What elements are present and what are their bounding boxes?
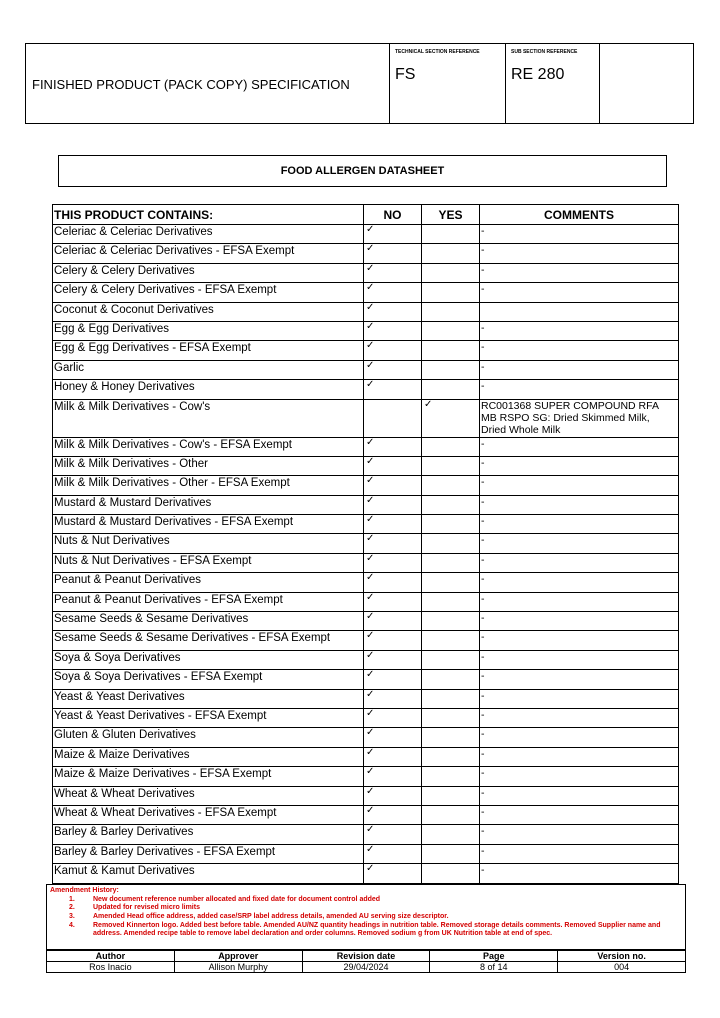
yes-cell (422, 263, 480, 282)
allergen-name: Yeast & Yeast Derivatives - EFSA Exempt (53, 708, 364, 727)
amendment-heading: Amendment History: (50, 887, 119, 894)
table-row (53, 612, 679, 631)
table-row (53, 573, 679, 592)
header-divider (599, 44, 600, 123)
check-icon: ✓ (366, 689, 375, 700)
amendment-number: 1. (69, 896, 75, 903)
allergen-name: Wheat & Wheat Derivatives - EFSA Exempt (53, 805, 364, 824)
allergen-name: Milk & Milk Derivatives - Other (53, 456, 364, 475)
yes-cell (422, 495, 480, 514)
allergen-name: Egg & Egg Derivatives (53, 321, 364, 340)
allergen-name: Gluten & Gluten Derivatives (53, 728, 364, 747)
table-row (53, 864, 679, 883)
table-row (53, 515, 679, 534)
check-icon: ✓ (366, 727, 375, 739)
no-cell (364, 825, 422, 844)
header-divider (505, 44, 506, 123)
check-icon: ✓ (366, 553, 375, 564)
amendment-text: Amended Head office address, added case/SRP label address details, amended AU serving size descriptor. (93, 913, 449, 920)
table-row (53, 476, 679, 495)
table-row (53, 360, 679, 379)
footer-header-author: Author (47, 951, 175, 962)
no-cell (364, 553, 422, 572)
yes-cell (422, 767, 480, 786)
table-row (53, 747, 679, 766)
amendment-number: 3. (69, 913, 75, 920)
check-icon: ✓ (366, 766, 375, 778)
table-row (53, 631, 679, 650)
footer-header-revision-date: Revision date (302, 951, 430, 962)
no-cell (364, 767, 422, 786)
check-icon: ✓ (366, 379, 375, 391)
check-icon: ✓ (366, 630, 375, 642)
comment-cell: - (480, 515, 679, 534)
no-cell (364, 631, 422, 650)
no-cell (364, 650, 422, 669)
footer-header-version: Version no. (558, 951, 686, 962)
yes-cell (422, 360, 480, 379)
no-cell (364, 495, 422, 514)
tech-ref-label: TECHNICAL SECTION REFERENCE (395, 49, 480, 55)
comment-cell: - (480, 747, 679, 766)
yes-cell (422, 844, 480, 863)
footer-author: Ros Inacio (47, 962, 175, 973)
allergen-name: Wheat & Wheat Derivatives (53, 786, 364, 805)
datasheet-title: FOOD ALLERGEN DATASHEET (58, 155, 667, 187)
yes-cell (422, 225, 480, 244)
check-icon: ✓ (424, 399, 433, 410)
yes-cell (422, 805, 480, 824)
amendment-history (46, 884, 686, 950)
no-cell (364, 805, 422, 824)
yes-cell (422, 476, 480, 495)
no-cell (364, 283, 422, 302)
comment-cell: - (480, 263, 679, 282)
yes-cell (422, 592, 480, 611)
comment-cell: - (480, 805, 679, 824)
allergen-name: Celeriac & Celeriac Derivatives - EFSA Exempt (53, 244, 364, 263)
check-icon: ✓ (366, 340, 375, 352)
no-cell (364, 399, 422, 437)
no-cell (364, 534, 422, 553)
yes-cell (422, 534, 480, 553)
table-row (53, 689, 679, 708)
comment-cell: - (480, 631, 679, 650)
comment-cell (480, 302, 679, 321)
check-icon: ✓ (366, 437, 375, 448)
allergen-name: Sesame Seeds & Sesame Derivatives (53, 612, 364, 631)
check-icon: ✓ (366, 844, 375, 855)
table-row (53, 670, 679, 689)
no-cell (364, 844, 422, 863)
table-row (53, 786, 679, 805)
table-row (53, 844, 679, 863)
table-row (53, 495, 679, 514)
check-icon: ✓ (366, 321, 375, 332)
comment-cell: - (480, 456, 679, 475)
amendment-text: New document reference number allocated and fixed date for document control added (93, 896, 381, 903)
no-cell (364, 689, 422, 708)
comment-cell: - (480, 437, 679, 456)
no-cell (364, 302, 422, 321)
no-cell (364, 747, 422, 766)
no-cell (364, 728, 422, 747)
comment-cell: - (480, 360, 679, 379)
table-row (53, 534, 679, 553)
allergen-name: Nuts & Nut Derivatives - EFSA Exempt (53, 553, 364, 572)
allergen-name: Celery & Celery Derivatives - EFSA Exempt (53, 283, 364, 302)
allergen-name: Egg & Egg Derivatives - EFSA Exempt (53, 341, 364, 360)
footer-revision-date: 29/04/2024 (302, 962, 430, 973)
tech-ref-value: FS (395, 66, 416, 83)
table-row (53, 592, 679, 611)
footer-version: 004 (558, 962, 686, 973)
amendment-text: Updated for revised micro limits (93, 904, 200, 911)
check-icon: ✓ (366, 669, 375, 681)
table-row (53, 708, 679, 727)
amendment-text: Removed Kinnerton logo. Added best before table. Amended AU/NZ quantity headings in nutrition table. Removed storage details comments. Removed Supplier name and address. Amended recipe table to remove label declaration and order columns. Removed sodium g from UK Nutrition table at end of spec. (93, 922, 661, 937)
check-icon: ✓ (366, 747, 375, 758)
allergen-name: Soya & Soya Derivatives (53, 650, 364, 669)
check-icon: ✓ (366, 475, 375, 487)
footer-header-page: Page (430, 951, 558, 962)
table-row (53, 302, 679, 321)
table-row (53, 263, 679, 282)
comment-cell: - (480, 786, 679, 805)
comment-cell: - (480, 612, 679, 631)
check-icon: ✓ (366, 611, 375, 623)
check-icon: ✓ (366, 533, 375, 545)
column-header-comments: COMMENTS (480, 205, 679, 225)
table-row (53, 244, 679, 263)
no-cell (364, 321, 422, 340)
check-icon: ✓ (366, 224, 375, 235)
comment-cell: - (480, 573, 679, 592)
yes-cell (422, 553, 480, 572)
table-row (53, 767, 679, 786)
comment-cell: - (480, 670, 679, 689)
comment-cell: - (480, 553, 679, 572)
table-row (53, 225, 679, 244)
allergen-name: Sesame Seeds & Sesame Derivatives - EFSA Exempt (53, 631, 364, 650)
check-icon: ✓ (366, 282, 375, 294)
table-row (53, 283, 679, 302)
allergen-name: Coconut & Coconut Derivatives (53, 302, 364, 321)
allergen-name: Soya & Soya Derivatives - EFSA Exempt (53, 670, 364, 689)
comment-cell: - (480, 225, 679, 244)
comment-cell: - (480, 341, 679, 360)
yes-cell (422, 825, 480, 844)
no-cell (364, 360, 422, 379)
no-cell (364, 341, 422, 360)
table-row (53, 728, 679, 747)
check-icon: ✓ (366, 824, 375, 836)
check-icon: ✓ (366, 650, 375, 661)
footer-header-approver: Approver (174, 951, 302, 962)
table-row (53, 805, 679, 824)
column-header-yes: YES (422, 205, 480, 225)
comment-cell: - (480, 825, 679, 844)
check-icon: ✓ (366, 263, 375, 274)
allergen-table (52, 204, 679, 884)
check-icon: ✓ (366, 243, 375, 255)
no-cell (364, 592, 422, 611)
no-cell (364, 437, 422, 456)
yes-cell (422, 631, 480, 650)
table-row (53, 437, 679, 456)
comment-cell: - (480, 864, 679, 883)
yes-cell (422, 670, 480, 689)
document-header (25, 43, 694, 124)
no-cell (364, 864, 422, 883)
no-cell (364, 786, 422, 805)
yes-cell (422, 747, 480, 766)
table-header-row (53, 205, 679, 225)
check-icon: ✓ (366, 572, 375, 584)
allergen-name: Mustard & Mustard Derivatives - EFSA Exempt (53, 515, 364, 534)
no-cell (364, 456, 422, 475)
column-header-no: NO (364, 205, 422, 225)
comment-cell: - (480, 689, 679, 708)
allergen-name: Celery & Celery Derivatives (53, 263, 364, 282)
comment-cell: - (480, 283, 679, 302)
column-header-contains: THIS PRODUCT CONTAINS: (53, 205, 364, 225)
table-row (53, 341, 679, 360)
check-icon: ✓ (366, 863, 375, 875)
yes-cell (422, 244, 480, 263)
check-icon: ✓ (366, 805, 375, 816)
comment-cell: - (480, 380, 679, 399)
no-cell (364, 244, 422, 263)
comment-cell: - (480, 244, 679, 263)
no-cell (364, 670, 422, 689)
check-icon: ✓ (366, 514, 375, 526)
amendment-number: 4. (69, 922, 75, 929)
check-icon: ✓ (366, 592, 375, 603)
yes-cell (422, 515, 480, 534)
footer-header-row (47, 951, 686, 962)
yes-cell (422, 708, 480, 727)
yes-cell (422, 399, 480, 437)
yes-cell (422, 380, 480, 399)
comment-cell: - (480, 708, 679, 727)
sub-ref-label: SUB SECTION REFERENCE (511, 49, 578, 55)
allergen-name: Garlic (53, 360, 364, 379)
footer-value-row (47, 962, 686, 973)
allergen-name: Maize & Maize Derivatives (53, 747, 364, 766)
allergen-name: Kamut & Kamut Derivatives (53, 864, 364, 883)
yes-cell (422, 283, 480, 302)
table-row (53, 456, 679, 475)
yes-cell (422, 650, 480, 669)
check-icon: ✓ (366, 302, 375, 313)
table-row (53, 380, 679, 399)
allergen-name: Maize & Maize Derivatives - EFSA Exempt (53, 767, 364, 786)
comment-cell: - (480, 321, 679, 340)
footer-approver: Allison Murphy (174, 962, 302, 973)
footer-page: 8 of 14 (430, 962, 558, 973)
no-cell (364, 263, 422, 282)
allergen-name: Peanut & Peanut Derivatives (53, 573, 364, 592)
no-cell (364, 225, 422, 244)
yes-cell (422, 728, 480, 747)
document-footer (46, 950, 686, 973)
allergen-name: Nuts & Nut Derivatives (53, 534, 364, 553)
comment-cell: RC001368 SUPER COMPOUND RFA MB RSPO SG: Dried Skimmed Milk, Dried Whole Milk (480, 399, 679, 437)
no-cell (364, 708, 422, 727)
no-cell (364, 573, 422, 592)
allergen-name: Milk & Milk Derivatives - Other - EFSA Exempt (53, 476, 364, 495)
yes-cell (422, 341, 480, 360)
document-title: FINISHED PRODUCT (PACK COPY) SPECIFICATION (32, 77, 350, 92)
yes-cell (422, 456, 480, 475)
allergen-name: Peanut & Peanut Derivatives - EFSA Exempt (53, 592, 364, 611)
amendment-number: 2. (69, 904, 75, 911)
allergen-name: Mustard & Mustard Derivatives (53, 495, 364, 514)
allergen-name: Honey & Honey Derivatives (53, 380, 364, 399)
check-icon: ✓ (366, 786, 375, 797)
comment-cell: - (480, 844, 679, 863)
comment-cell: - (480, 534, 679, 553)
comment-cell: - (480, 767, 679, 786)
allergen-name: Barley & Barley Derivatives - EFSA Exempt (53, 844, 364, 863)
yes-cell (422, 612, 480, 631)
allergen-name: Celeriac & Celeriac Derivatives (53, 225, 364, 244)
allergen-name: Milk & Milk Derivatives - Cow's - EFSA Exempt (53, 437, 364, 456)
no-cell (364, 380, 422, 399)
no-cell (364, 612, 422, 631)
check-icon: ✓ (366, 708, 375, 719)
table-row (53, 553, 679, 572)
check-icon: ✓ (366, 360, 375, 371)
check-icon: ✓ (366, 456, 375, 467)
yes-cell (422, 321, 480, 340)
allergen-name: Barley & Barley Derivatives (53, 825, 364, 844)
table-row (53, 650, 679, 669)
allergen-name: Yeast & Yeast Derivatives (53, 689, 364, 708)
no-cell (364, 515, 422, 534)
comment-cell: - (480, 592, 679, 611)
yes-cell (422, 573, 480, 592)
yes-cell (422, 302, 480, 321)
no-cell (364, 476, 422, 495)
yes-cell (422, 864, 480, 883)
comment-cell: - (480, 476, 679, 495)
yes-cell (422, 786, 480, 805)
table-row (53, 825, 679, 844)
yes-cell (422, 437, 480, 456)
yes-cell (422, 689, 480, 708)
header-divider (389, 44, 390, 123)
comment-cell: - (480, 728, 679, 747)
table-row (53, 399, 679, 437)
allergen-name: Milk & Milk Derivatives - Cow's (53, 399, 364, 437)
sub-ref-value: RE 280 (511, 66, 565, 83)
comment-cell: - (480, 650, 679, 669)
table-row (53, 321, 679, 340)
comment-cell: - (480, 495, 679, 514)
check-icon: ✓ (366, 495, 375, 506)
